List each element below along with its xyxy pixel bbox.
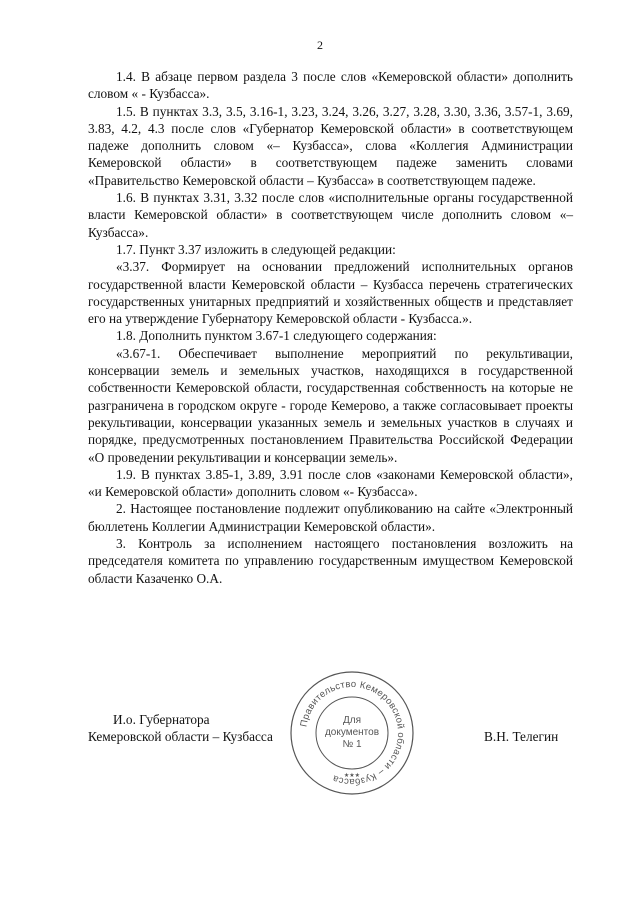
official-stamp: [284, 668, 420, 798]
paragraph-3: 3. Контроль за исполнением настоящего постановления возложить на председателя комитета по управлению государственным имуществом Кемеровской области Казаченко О.А.: [88, 536, 573, 586]
signatory-title-line1: И.о. Губернатора: [113, 712, 210, 727]
paragraph-3-37: «3.37. Формирует на основании предложений исполнительных органов государственной власти Кемеровской области – Кузбасса перечень стратегических государственных унитарных предприятий и хозяйственных обществ и представляет его на утверждение Губернатору Кемеровской области - Кузбасса.».: [88, 259, 573, 327]
paragraph-1-9: 1.9. В пунктах 3.85-1, 3.89, 3.91 после слов «законами Кемеровской области», «и Кемеровской области» дополнить словом «- Кузбасса».: [88, 466, 573, 500]
signatory-name: В.Н. Телегин: [484, 729, 559, 744]
stamp-line-1: Для: [342, 715, 362, 726]
paragraph-2: 2. Настоящее постановление подлежит опубликованию на сайте «Электронный бюллетень Коллегии Администрации Кемеровской области».: [88, 501, 573, 534]
paragraph-1-5: 1.5. В пунктах 3.3, 3.5, 3.16-1, 3.23, 3.24, 3.26, 3.27, 3.28, 3.30, 3.36, 3.57-1, 3.69, 3.83, 4.2, 4.3 после слов «Губернатор Кемеровской области» в соответствующем падеже дополнить словом «– Кузбасса», слова «Коллегия Администрации Кемеровской области» в соответствующем падеже заменить словами «Правительство Кемеровской области – Кузбасса» в соответствующем падеже.: [88, 103, 573, 188]
signatory-title-line2: Кемеровской области – Кузбасса: [88, 729, 273, 745]
stamp-line-2: документов: [324, 727, 380, 738]
page-number: 2: [317, 38, 323, 52]
signatory-title: [88, 711, 273, 746]
paragraph-1-8: 1.8. Дополнить пунктом 3.67-1 следующего содержания:: [116, 328, 437, 344]
paragraph-3-67-1: «3.67-1. Обеспечивает выполнение мероприятий по рекультивации, консервации земель и земельных участков, находящихся в государственной собственности Кемеровской области, государственная собственность на которые не разграничена в городском округе - городе Кемерово, а также согласовывает проекты рекультивации, консервации указанных земель и земельных участков в случаях и порядке, предусмотренных постановлением Правительства Российской Федерации «О проведении рекультивации и консервации земель».: [88, 345, 573, 465]
document-body: [88, 68, 573, 587]
stamp-line-3: № 1: [342, 739, 362, 750]
paragraph-1-4: 1.4. В абзаце первом раздела 3 после слов «Кемеровской области» дополнить словом « - Кузбасса».: [88, 69, 573, 102]
stamp-stars: ★★★: [343, 772, 361, 779]
paragraph-1-7: 1.7. Пункт 3.37 изложить в следующей редакции:: [116, 241, 396, 257]
paragraph-1-6: 1.6. В пунктах 3.31, 3.32 после слов «исполнительные органы государственной власти Кемеровской области» в соответствующем числе дополнить словом «– Кузбасса».: [88, 190, 573, 240]
stamp-ring-text: Правительство Кемеровской области – Кузбасса: [298, 678, 407, 788]
